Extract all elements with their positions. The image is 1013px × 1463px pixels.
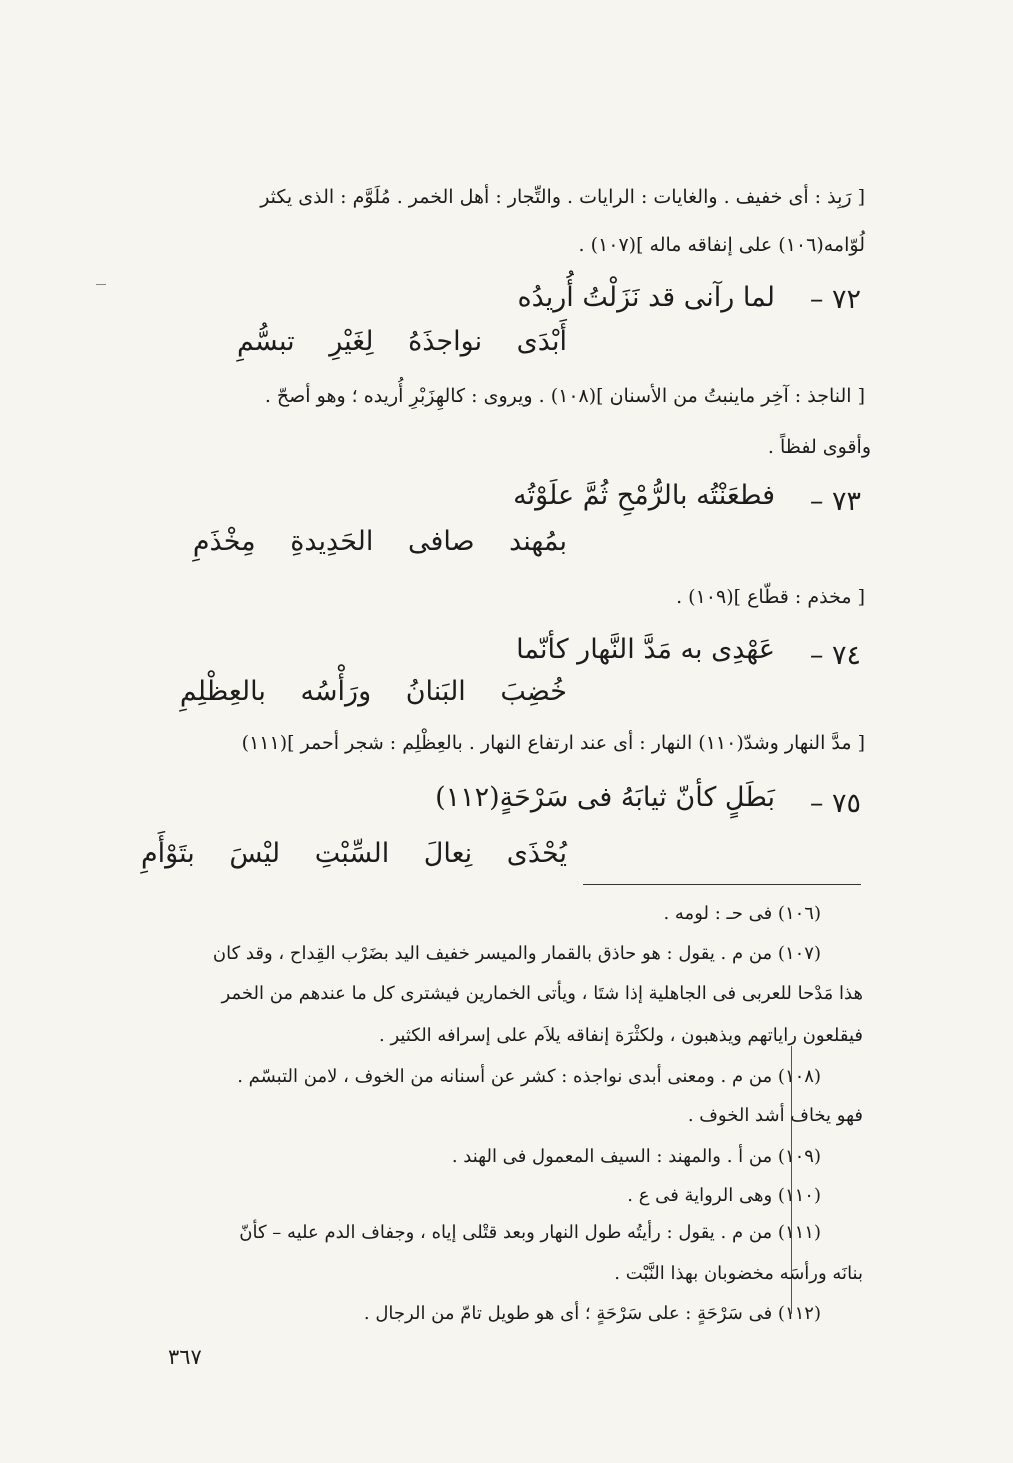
footnote-110: (١١٠) وهى الرواية فى ع . <box>627 1185 821 1206</box>
footnote-separator <box>583 884 861 885</box>
footnote-107-line-1: (١٠٧) من م . يقول : هو حاذق بالقمار والميسر خفيف اليد بضَرْب القِداح ، وقد كان <box>212 943 821 964</box>
margin-mark <box>96 284 106 285</box>
verse-72-first-hemistich: لما رآنى قد نَزَلْتُ أُريدُه <box>517 282 775 313</box>
verse-74-first-hemistich: عَهْدِى به مَدَّ النَّهار كأنّما <box>516 634 775 665</box>
note-74: [ مدَّ النهار وشدّ(١١٠) النهار : أى عند ارتفاع النهار . بالعِظْلِم : شجر أحمر ](١١١) <box>241 732 865 754</box>
verse-73-first-hemistich: فطعَنْتُه بالرُّمْحِ ثُمَّ علَوْتُه <box>513 480 775 511</box>
verse-73-number: ٧٣ – <box>809 486 861 517</box>
note-72-line-1: [ الناجذ : آخِر ماينبتُ من الأسنان ](١٠٨) . ويروى : كالهِزَبْرِ أُريده ؛ وهو أصحّ . <box>264 385 865 407</box>
footnote-112: (١١٢) فى سَرْحَةٍ : على سَرْحَةٍ ؛ أى هو طويل تامّ من الرجال . <box>363 1303 821 1324</box>
footnote-107-line-3: فيقلعون راياتهم ويذهبون ، ولكثْرَة إنفاقه يلاَم على إسرافه الكثير . <box>379 1025 863 1046</box>
footnote-109: (١٠٩) من أ . والمهند : السيف المعمول فى الهند . <box>451 1146 821 1167</box>
footnote-108-line-1: (١٠٨) من م . ومعنى أبدى نواجذه : كشر عن أسنانه من الخوف ، لامن التبسّم . <box>237 1066 821 1087</box>
verse-73-second-hemistich: بمُهند صافى الحَدِيدةِ مِخْذَمِ <box>192 526 567 557</box>
commentary-line-2: لُوّامه(١٠٦) على إنفاقه ماله ](١٠٧) . <box>578 234 865 256</box>
verse-74-second-hemistich: خُضِبَ البَنانُ ورَأْسُه بالعِظْلِمِ <box>179 676 567 707</box>
footnote-111-line-2: بنانَه ورأسَه مخضوبان بهذا النَّبْت . <box>614 1263 863 1284</box>
note-73: [ مخذم : قطّاع ](١٠٩) . <box>676 586 865 608</box>
note-72-line-2: وأقوى لفظاً . <box>767 436 871 458</box>
footnote-107-line-2: هذا مَدْحا للعربى فى الجاهلية إذا شتَا ، ويأتى الخمارين فيشترى كل ما عندهم من الخمر <box>221 983 863 1004</box>
page-number: ٣٦٧ <box>168 1345 202 1369</box>
footnote-111-line-1: (١١١) من م . يقول : رأيتُه طول النهار وبعد قتْلى إياه ، وجفاف الدم عليه – كأنّ <box>239 1222 821 1243</box>
verse-75-first-hemistich: بَطَلٍ كأنّ ثيابَهُ فى سَرْحَةٍ(١١٢) <box>435 782 775 813</box>
verse-72-second-hemistich: أَبْدَى نواجذَهُ لِغَيْرِ تبسُّمِ <box>236 326 567 357</box>
footnote-108-line-2: فهو يخاف أشد الخوف . <box>687 1105 863 1126</box>
verse-72-number: ٧٢ – <box>809 284 861 315</box>
footnote-106: (١٠٦) فى حـ : لومه . <box>663 903 821 924</box>
commentary-line-1: [ رَبِذ : أى خفيف . والغايات : الرايات . والتِّجار : أهل الخمر . مُلَوَّم : الذى يكثر <box>260 186 865 208</box>
verse-74-number: ٧٤ – <box>809 640 861 671</box>
verse-75-number: ٧٥ – <box>809 788 861 819</box>
verse-75-second-hemistich: يُحْذَى نِعالَ السِّبْتِ ليْسَ بتَوْأَمِ <box>140 838 567 869</box>
